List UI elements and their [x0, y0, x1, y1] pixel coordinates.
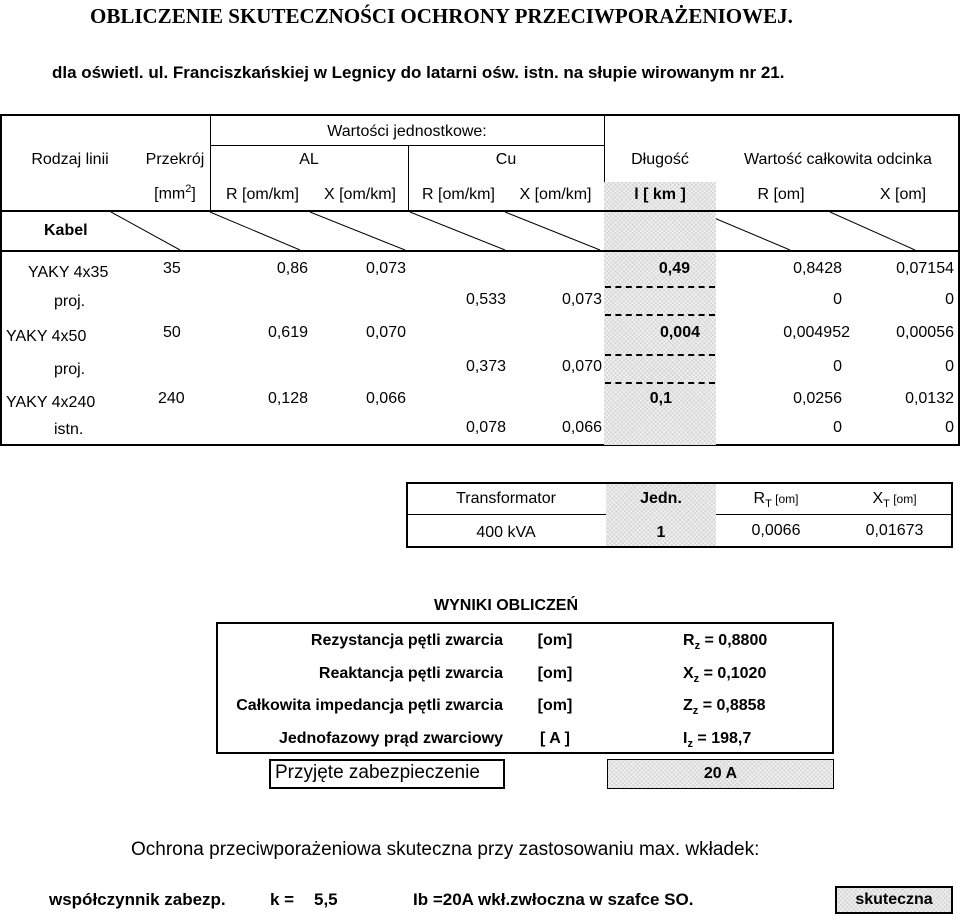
result-label: Jednofazowy prąd zwarciowy	[278, 730, 503, 747]
row-r-cu: 0,373	[465, 358, 506, 375]
mm2-unit	[140, 183, 210, 203]
xt-header	[836, 490, 953, 510]
row-name: proj.	[54, 293, 86, 310]
result-rz	[683, 632, 767, 652]
cu-header: Cu	[495, 151, 517, 168]
r-cu-header: R [om/km]	[422, 186, 495, 203]
row-x: 0	[945, 419, 954, 436]
r-om-header: R [om]	[757, 186, 805, 203]
row-x-cu: 0,073	[561, 291, 602, 308]
result-symbol: Z	[683, 697, 693, 714]
divider	[0, 250, 960, 252]
k-value: 5,5	[314, 890, 338, 909]
row-name: YAKY 4x240	[6, 394, 96, 411]
result-label: Całkowita impedancja pętli zwarcia	[236, 697, 503, 714]
xt-subscript: T	[883, 498, 890, 511]
protection-label: Przyjęte zabezpieczenie	[275, 762, 480, 783]
row-length: 0,004	[659, 324, 700, 341]
row-x-cu: 0,066	[561, 419, 602, 436]
result-subscript: z	[693, 673, 700, 686]
row-r: 0	[833, 358, 842, 375]
page-subtitle: dla oświetl. ul. Franciszkańskiej w Legnicy do latarni ośw. istn. na słupie wirowanym nr 21.	[52, 63, 785, 82]
results-heading: WYNIKI OBLICZEŃ	[434, 597, 578, 614]
ib-note: Ib =20A wkł.zwłoczna w szafce SO.	[413, 890, 694, 909]
divider	[605, 354, 715, 356]
cross-section-header: Przekrój	[145, 151, 205, 168]
row-section: 240	[158, 390, 185, 407]
row-section: 50	[163, 324, 181, 341]
divider	[605, 286, 715, 288]
result-xz	[683, 665, 766, 685]
mm2-unit-text: [mm	[154, 185, 186, 203]
result-zz	[683, 697, 765, 717]
result-subscript: z	[692, 705, 699, 718]
xt-symbol: X	[872, 490, 884, 507]
x-cu-header: X [om/km]	[519, 186, 592, 203]
length-column-hatch	[604, 212, 716, 250]
protection-value: 20 A	[703, 765, 738, 782]
row-name: proj.	[54, 361, 86, 378]
row-name: YAKY 4x50	[6, 328, 87, 345]
line-type-header: Rodzaj linii	[31, 151, 109, 168]
result-label: Rezystancja pętli zwarcia	[310, 632, 503, 649]
length-column-hatch	[604, 252, 716, 445]
result-value: = 198,7	[697, 730, 752, 747]
r-al-header: R [om/km]	[226, 186, 299, 203]
row-length: 0,1	[649, 390, 672, 407]
row-r-al: 0,619	[267, 324, 308, 341]
row-x: 0,0132	[905, 390, 954, 407]
result-unit: [om]	[537, 632, 573, 649]
divider	[605, 314, 715, 316]
status-text: skuteczna	[855, 891, 933, 908]
divider	[210, 145, 604, 146]
row-x: 0,00056	[896, 324, 954, 341]
k-label: k =	[270, 890, 295, 909]
result-unit: [om]	[537, 697, 573, 714]
result-subscript: z	[694, 640, 701, 653]
l-km-header: l [ km ]	[634, 186, 686, 203]
cable-label: Kabel	[44, 222, 88, 239]
rt-symbol: R	[753, 490, 766, 507]
row-r-cu: 0,533	[465, 291, 506, 308]
unit-values-header: Wartości jednostkowe:	[327, 123, 487, 140]
result-symbol: R	[683, 632, 695, 649]
row-x-al: 0,070	[365, 324, 406, 341]
row-r-al: 0,128	[267, 390, 308, 407]
transformer-power: 400 kVA	[476, 524, 536, 541]
page-title: OBLICZENIE SKUTECZNOŚCI OCHRONY PRZECIWPORAŻENIOWEJ.	[90, 4, 793, 28]
al-header: AL	[299, 151, 319, 168]
result-unit: [om]	[537, 665, 573, 682]
x-al-header: X [om/km]	[323, 186, 396, 203]
transformer-label: Transformator	[456, 490, 556, 507]
conclusion-text: Ochrona przeciwporażeniowa skuteczna przy zastosowaniu max. wkładek:	[131, 839, 760, 860]
row-r: 0,8428	[793, 260, 842, 277]
row-r-al: 0,86	[276, 260, 308, 277]
row-r: 0,0256	[793, 390, 842, 407]
row-x: 0,07154	[896, 260, 954, 277]
row-r: 0	[833, 419, 842, 436]
result-symbol: X	[683, 665, 694, 682]
x-om-header: X [om]	[879, 186, 927, 203]
row-name: YAKY 4x35	[28, 264, 109, 281]
row-x-cu: 0,070	[561, 358, 602, 375]
row-r: 0	[833, 291, 842, 308]
result-value: = 0,1020	[703, 665, 767, 682]
transformer-xt: 0,01673	[865, 522, 924, 539]
rt-header	[716, 490, 836, 510]
divider	[605, 382, 715, 384]
row-x: 0	[945, 358, 954, 375]
result-subscript: z	[687, 738, 693, 751]
length-header: Długość	[631, 151, 689, 168]
xt-unit: [om]	[889, 492, 917, 506]
row-section: 35	[163, 260, 181, 277]
transformer-units: 1	[656, 524, 666, 541]
row-x: 0	[945, 291, 954, 308]
mm2-unit-sup: 2	[185, 183, 192, 195]
row-length: 0,49	[658, 260, 690, 277]
row-x-al: 0,066	[365, 390, 406, 407]
rt-subscript: T	[765, 498, 772, 511]
diagonal-strip	[0, 212, 960, 250]
result-value: = 0,8858	[702, 697, 766, 714]
result-unit: [ A ]	[540, 730, 570, 747]
row-r: 0,004952	[783, 324, 850, 341]
result-symbol: I	[683, 730, 688, 747]
transformer-rt: 0,0066	[751, 522, 801, 539]
row-name: istn.	[54, 421, 84, 438]
coef-label: współczynnik zabezp.	[49, 890, 226, 909]
result-label: Reaktancja pętli zwarcia	[318, 665, 503, 682]
transformer-unit-header: Jedn.	[640, 490, 682, 507]
total-value-header: Wartość całkowita odcinka	[744, 151, 932, 168]
result-value: = 0,8800	[704, 632, 768, 649]
mm2-unit-close: ]	[191, 185, 196, 203]
row-r-cu: 0,078	[465, 419, 506, 436]
result-iz	[683, 730, 751, 750]
rt-unit: [om]	[771, 492, 799, 506]
row-x-al: 0,073	[365, 260, 406, 277]
